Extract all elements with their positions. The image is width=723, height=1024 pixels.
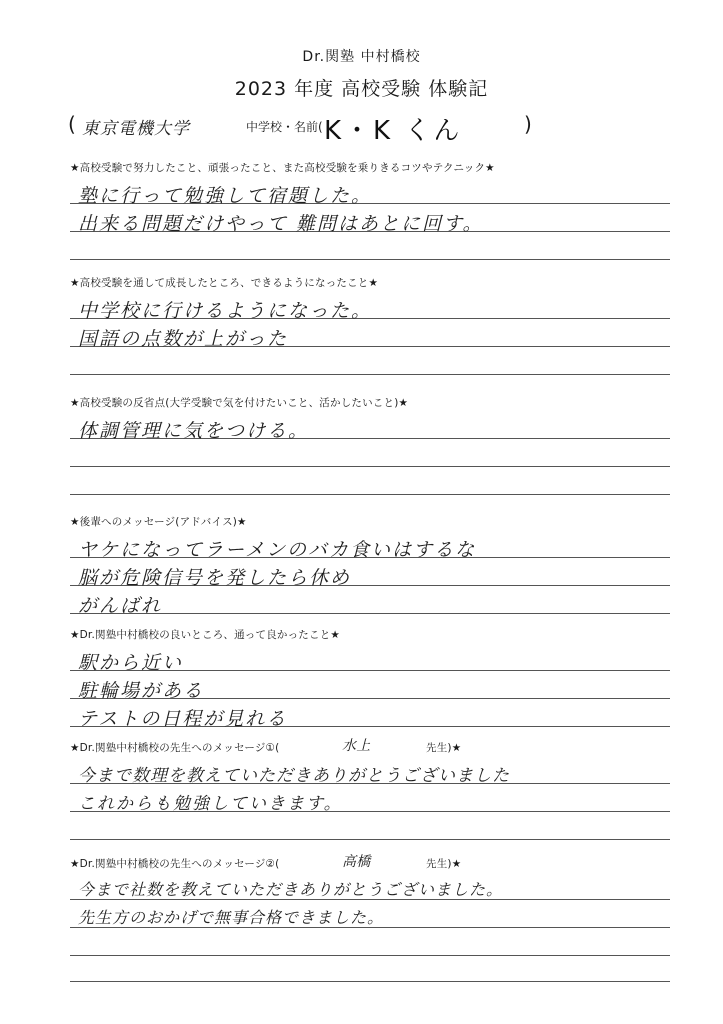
section-good-points <box>70 628 670 747</box>
section-heading <box>70 738 670 755</box>
handwritten-line: 中学校に行けるようになった。 <box>78 300 373 322</box>
teacher-suffix: 先生)★ <box>426 742 462 754</box>
handwritten-line: 先生方のおかげで無事合格できました。 <box>78 908 385 927</box>
handwritten-line: 塾に行って勉強して宿題した。 <box>78 185 373 207</box>
handwritten-line: ヤケになってラーメンのバカ食いはするな <box>78 539 477 561</box>
close-paren: ) <box>524 112 532 136</box>
section-heading: ★高校受験の反省点(大学受験で気を付けたいこと、活かしたいこと)★ <box>70 397 409 409</box>
school-name-label: 中学校・名前( <box>246 120 323 134</box>
handwritten-line: 駐輪場がある <box>78 680 205 702</box>
open-paren: ( <box>68 112 76 136</box>
handwritten-line: 体調管理に気をつける。 <box>78 420 310 442</box>
handwritten-line: がんばれ <box>78 595 163 617</box>
student-name-row <box>68 112 668 144</box>
section-heading: ★後輩へのメッセージ(アドバイス)★ <box>70 516 247 528</box>
school-name-handwritten: 東京電機大学 <box>82 119 190 139</box>
section-effort <box>70 161 670 275</box>
handwritten-line: これからも勉強していきます。 <box>78 794 343 814</box>
section-reflection <box>70 396 670 515</box>
handwritten-line: テストの日程が見れる <box>78 708 288 730</box>
section-heading <box>70 854 670 871</box>
teacher-name-handwritten: 高橋 <box>342 854 371 870</box>
handwritten-line: 今まで社数を教えていただきありがとうございました。 <box>78 880 504 899</box>
handwritten-line: 脳が危険信号を発したら休め <box>78 567 352 589</box>
handwritten-line: 駅から近い <box>78 652 184 674</box>
section-heading-text: ★Dr.関塾中村橋校の先生へのメッセージ②( <box>70 858 280 870</box>
teacher-name-handwritten: 水上 <box>342 738 371 754</box>
handwritten-line: 今まで数理を教えていただきありがとうございました <box>78 766 510 786</box>
section-teacher-message-1 <box>70 738 670 860</box>
section-advice <box>70 515 670 634</box>
section-heading: ★高校受験を通して成長したところ、できるようになったこと★ <box>70 277 379 289</box>
handwritten-line: 国語の点数が上がった <box>78 328 289 350</box>
section-teacher-message-2 <box>70 854 670 983</box>
teacher-suffix: 先生)★ <box>426 858 462 870</box>
page-title: 2023 年度 高校受験 体験記 <box>234 78 489 100</box>
section-growth <box>70 276 670 395</box>
handwritten-line: 出来る問題だけやって 難問はあとに回す。 <box>78 213 484 235</box>
student-name-handwritten: K・K くん <box>324 116 463 146</box>
section-heading-text: ★Dr.関塾中村橋校の先生へのメッセージ①( <box>70 742 280 754</box>
section-heading: ★高校受験で努力したこと、頑張ったこと、また高校受験を乗りきるコツやテクニック★ <box>70 162 495 174</box>
school-header: Dr.関塾 中村橋校 <box>302 49 421 65</box>
section-heading: ★Dr.関塾中村橋校の良いところ、通って良かったこと★ <box>70 629 341 641</box>
